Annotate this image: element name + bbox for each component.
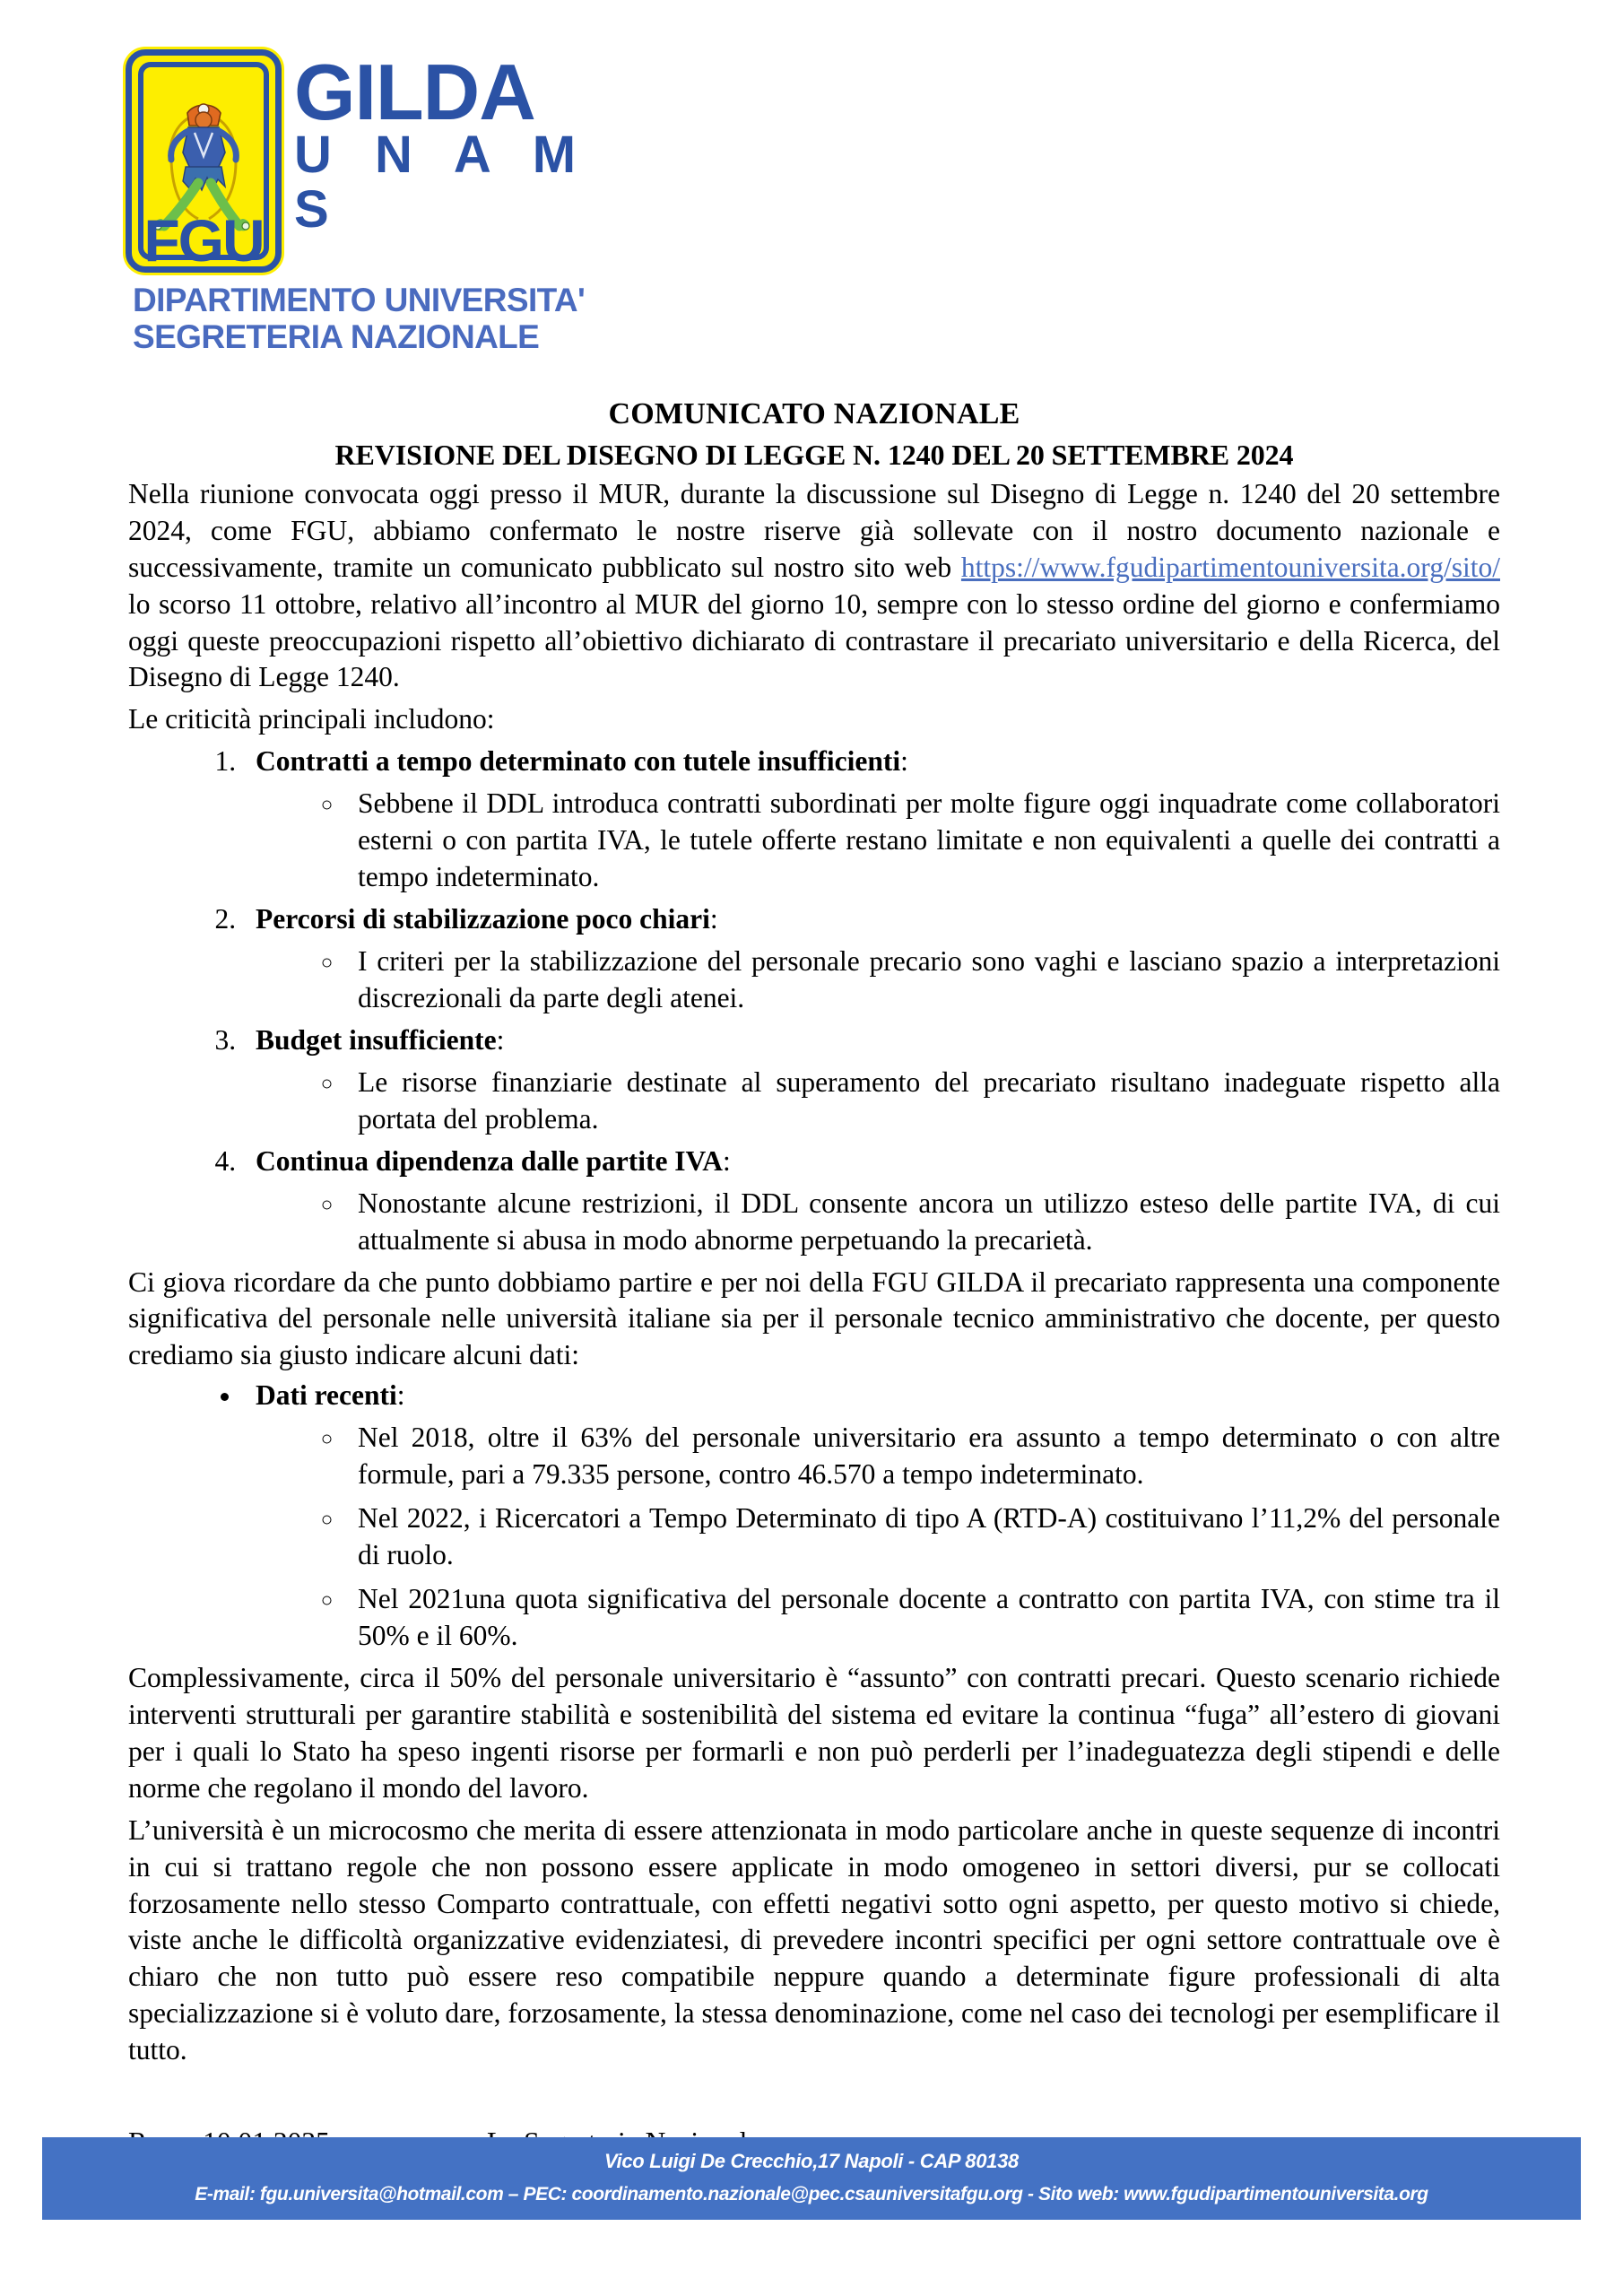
list-item — [243, 1144, 1500, 1259]
criticita-sublist — [256, 786, 1500, 896]
criticita-list — [128, 744, 1500, 1258]
fgu-emblem-icon — [126, 49, 282, 273]
criticita-sublist — [256, 1186, 1500, 1259]
logo-subtitle-line1: DIPARTIMENTO UNIVERSITA' — [133, 282, 586, 318]
universita-paragraph: L’università è un microcosmo che merita di essere attenzionata in modo particolare anche in queste sequenze di incontri in cui si trattano regole che non possono essere applicate in modo omogeneo in settori diversi, pur se collocati forzosamente nello stesso Comparto contrattuale, con effetti negativi sotto ogni aspetto, per questo motivo si chiede, viste anche le difficoltà organizzative evidenziatesi, di prevedere incontri specifici per ogni settore contrattuale ove è chiaro che non tutto può essere reso compatibile neppure quando a determinate figure professionali di alta specializzazione si è voluto dare, forzosamente, la stessa denominazione, come nel caso dei tecnologi per esemplificare il tutto. — [128, 1813, 1500, 2066]
list-item: ◦ Nel 2018, oltre il 63% del personale universitario era assunto a tempo determinato o con altre formule, pari a 79.335 persone, contro 46.570 a tempo indeterminato. — [345, 1420, 1500, 1493]
criticita-heading: Contratti a tempo determinato con tutele insufficienti — [256, 745, 901, 778]
document-title: COMUNICATO NAZIONALE — [608, 397, 1020, 430]
logo-top-row — [126, 49, 628, 273]
criticita-sublist — [256, 1065, 1500, 1138]
list-item — [243, 901, 1500, 1017]
criticita-sublist — [256, 944, 1500, 1017]
criticita-colon: : — [723, 1144, 731, 1177]
list-item: ◦ I criteri per la stabilizzazione del personale precario sono vaghi e lasciano spazio a interpretazioni discrezionali da parte degli atenei. — [345, 944, 1500, 1017]
criticita-heading: Continua dipendenza dalle partite IVA — [256, 1144, 723, 1177]
dati-recenti-colon: : — [396, 1379, 405, 1412]
list-item — [243, 744, 1500, 896]
logo-subtitle-line2: SEGRETERIA NAZIONALE — [133, 318, 540, 356]
criticita-colon: : — [496, 1023, 505, 1056]
footer-address: Vico Luigi De Crecchio,17 Napoli - CAP 80138 — [604, 2150, 1019, 2172]
gilda-wordmark: GILDA — [294, 48, 535, 136]
criticita-heading: Percorsi di stabilizzazione poco chiari — [256, 903, 710, 935]
precariato-paragraph: Ci giova ricordare da che punto dobbiamo partire e per noi della FGU GILDA il precariato rappresenta una componente significativa del personale nelle università italiane sia per il personale tecnico amministrativo che docente, per questo crediamo sia giusto indicare alcuni dati: — [128, 1265, 1500, 1371]
dati-recenti-heading: Dati recenti — [256, 1379, 397, 1412]
document-subtitle: REVISIONE DEL DISEGNO DI LEGGE N. 1240 DEL 20 SETTEMBRE 2024 — [334, 439, 1294, 472]
criticita-lead: Le criticità principali includono: — [128, 703, 495, 735]
intro-text-before-link: Nella riunione convocata oggi presso il MUR, durante la discussione sul Disegno di Legge n. 1240 del 20 settembre 2024, come FGU, abbiamo confermato le nostre riserve già sollevate con il nostro documento nazionale e successivamente, tramite un comunicato pubblicato sul nostro sito web — [128, 477, 1500, 583]
fgu-wordmark: FGU — [143, 207, 264, 273]
list-item: ◦ Nel 2021una quota significativa del personale docente a contratto con partita IVA, con stime tra il 50% e il 60%. — [345, 1581, 1500, 1655]
list-item: ◦ Sebbene il DDL introduca contratti subordinati per molte figure oggi inquadrate come collaboratori esterni o con partita IVA, le tutele offerte restano limitate e non equivalenti a quelle dei contratti a tempo indeterminato. — [345, 786, 1500, 896]
criticita-colon: : — [900, 745, 908, 778]
complessivamente-paragraph: Complessivamente, circa il 50% del personale universitario è “assunto” con contratti precari. Questo scenario richiede interventi strutturali per garantire stabilità e sostenibilità del sistema ed evitare la continua “fuga” all’estero di giovani per i quali lo Stato ha speso ingenti risorse per formarli e non può perderli per l’inadeguatezza degli stipendi e delle norme che regolano il mondo del lavoro. — [128, 1661, 1500, 1804]
logo-wordmarks — [294, 49, 628, 237]
page-footer — [42, 2137, 1581, 2220]
list-item: ◦ Nonostante alcune restrizioni, il DDL consente ancora un utilizzo esteso delle partite IVA, di cui attualmente si abusa in modo abnorme perpetuando la precarietà. — [345, 1186, 1500, 1259]
dati-recenti-sublist — [256, 1420, 1500, 1655]
website-link[interactable]: https://www.fgudipartimentouniversita.org/sito/ — [960, 551, 1500, 583]
list-item — [243, 1022, 1500, 1138]
intro-text-after-link: lo scorso 11 ottobre, relativo all’incontro al MUR del giorno 10, sempre con lo stesso ordine del giorno e confermiamo oggi queste preoccupazioni rispetto all’obiettivo dichiarato di contrastare il precariato universitario e della Ricerca, del Disegno di Legge 1240. — [128, 587, 1500, 693]
list-item: ◦ Nel 2022, i Ricercatori a Tempo Determinato di tipo A (RTD-A) costituivano l’11,2% del personale di ruolo. — [345, 1500, 1500, 1574]
criticita-colon: : — [709, 903, 718, 935]
organization-logo — [126, 49, 628, 356]
document-body — [128, 395, 1500, 2161]
intro-paragraph — [128, 476, 1500, 697]
list-item: ◦ Le risorse finanziarie destinate al superamento del precariato risultano inadeguate rispetto alla portata del problema. — [345, 1065, 1500, 1138]
list-item — [243, 1378, 1500, 1655]
footer-contacts: E-mail: fgu.universita@hotmail.com – PEC: coordinamento.nazionale@pec.csauniversitafgu.org - Sito web: www.fgudipartimentouniversita.org — [195, 2184, 1428, 2205]
unams-wordmark: U N A M S — [294, 125, 591, 239]
criticita-heading: Budget insufficiente — [256, 1023, 497, 1056]
dati-recenti-list — [128, 1378, 1500, 1655]
